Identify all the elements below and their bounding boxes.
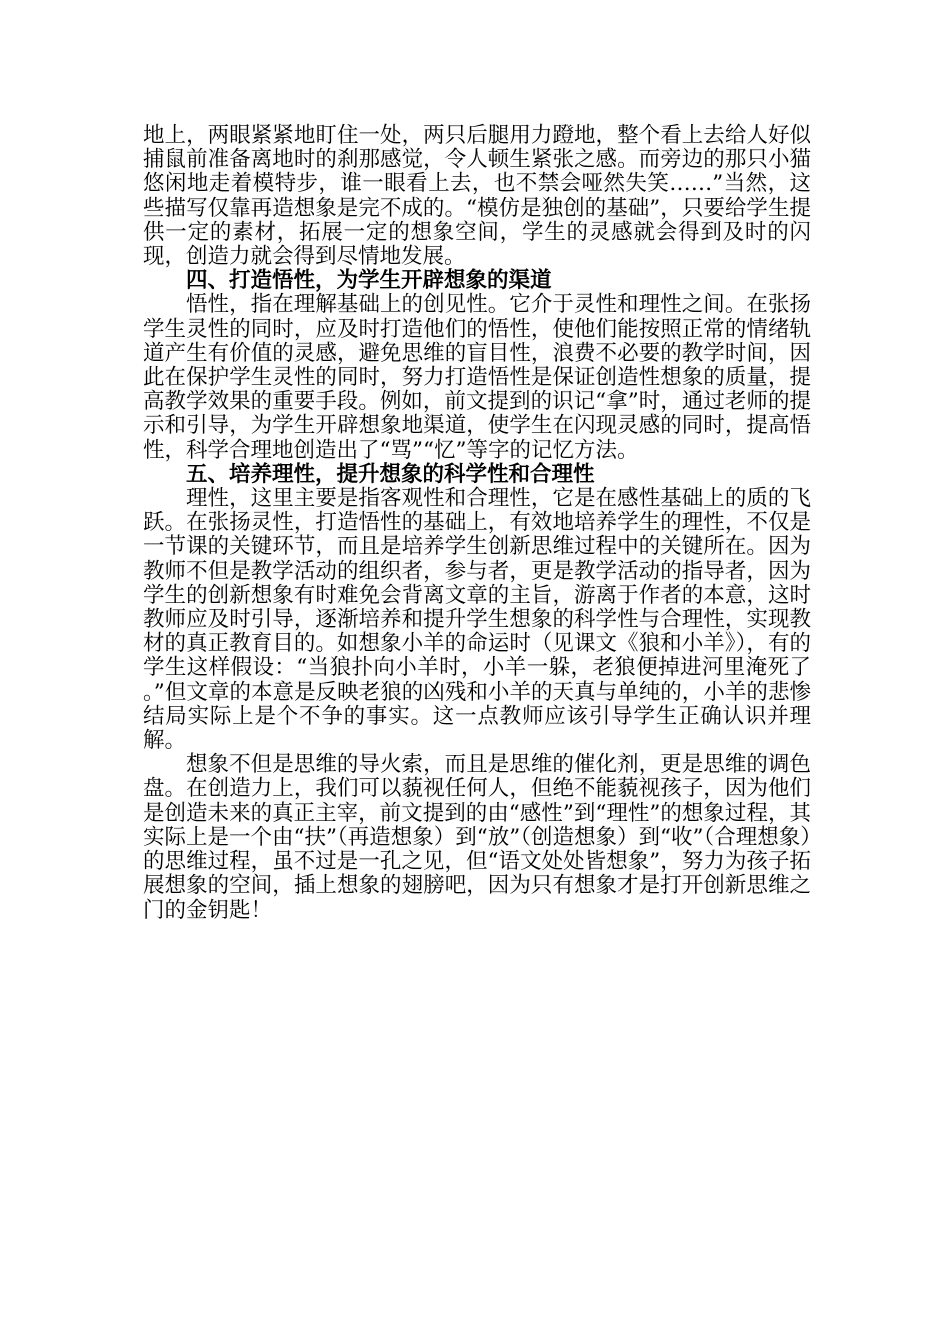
body-paragraph-wuxing: 悟性，指在理解基础上的创见性。它介于灵性和理性之间。在张扬学生灵性的同时，应及时打造他们的悟性，使他们能按照正常的情绪轨道产生有价值的灵感，避免思维的盲目性，浪费不必要的教学时间，因此在保护学生灵性的同时，努力打造悟性是保证创造性想象的质量，提高教学效果的重要手段。例如，前文提到的识记“拿”时，通过老师的提示和引导，为学生开辟想象地渠道，使学生在闪现灵感的同时，提高悟性，科学合理地创造出了“骂”“忆”等字的记忆方法。 bbox=[143, 292, 811, 463]
body-paragraph-conclusion: 想象不但是思维的导火索，而且是思维的催化剂，更是思维的调色盘。在创造力上，我们可以藐视任何人，但绝不能藐视孩子，因为他们是创造未来的真正主宰，前文提到的由“感性”到“理性”的想象过程，其实际上是一个由“扶”（再造想象）到“放”（创造想象）到“收”（合理想象）的思维过程，虽不过是一孔之见，但“语文处处皆想象”，努力为孩子拓展想象的空间，插上想象的翅膀吧，因为只有想象才是打开创新思维之门的金钥匙！ bbox=[143, 752, 811, 923]
section-heading-five: 五、培养理性，提升想象的科学性和合理性 bbox=[186, 461, 595, 487]
section-heading-four: 四、打造悟性，为学生开辟想象的渠道 bbox=[186, 268, 552, 294]
body-paragraph-continued: 地上，两眼紧紧地盯住一处，两只后腿用力蹬地，整个看上去给人好似捕鼠前准备离地时的刹那感觉，令人顿生紧张之感。而旁边的那只小猫悠闲地走着模特步，谁一眼看上去，也不禁会哑然失笑……”当然，这些描写仅靠再造想象是完不成的。“模仿是独创的基础”，只要给学生提供一定的素材，拓展一定的想象空间，学生的灵感就会得到及时的闪现，创造力就会得到尽情地发展。 bbox=[143, 123, 811, 270]
document-page bbox=[143, 124, 811, 923]
body-paragraph-lixing: 理性，这里主要是指客观性和合理性，它是在感性基础上的质的飞跃。在张扬灵性，打造悟性的基础上，有效地培养学生的理性，不仅是一节课的关键环节，而且是培养学生创新思维过程中的关键所在。因为教师不但是教学活动的组织者，参与者，更是教学活动的指导者，因为学生的创新想象有时难免会背离文章的主旨，游离于作者的本意，这时教师应及时引导，逐渐培养和提升学生想象的科学性与合理性，实现教材的真正教育目的。如想象小羊的命运时（见课文《狼和小羊》），有的学生这样假设：“当狼扑向小羊时，小羊一躲，老狼便掉进河里淹死了 。”但文章的本意是反映老狼的凶残和小羊的天真与单纯的，小羊的悲惨结局实际上是个不争的事实。这一点教师应该引导学生正确认识并理解。 bbox=[143, 486, 811, 754]
